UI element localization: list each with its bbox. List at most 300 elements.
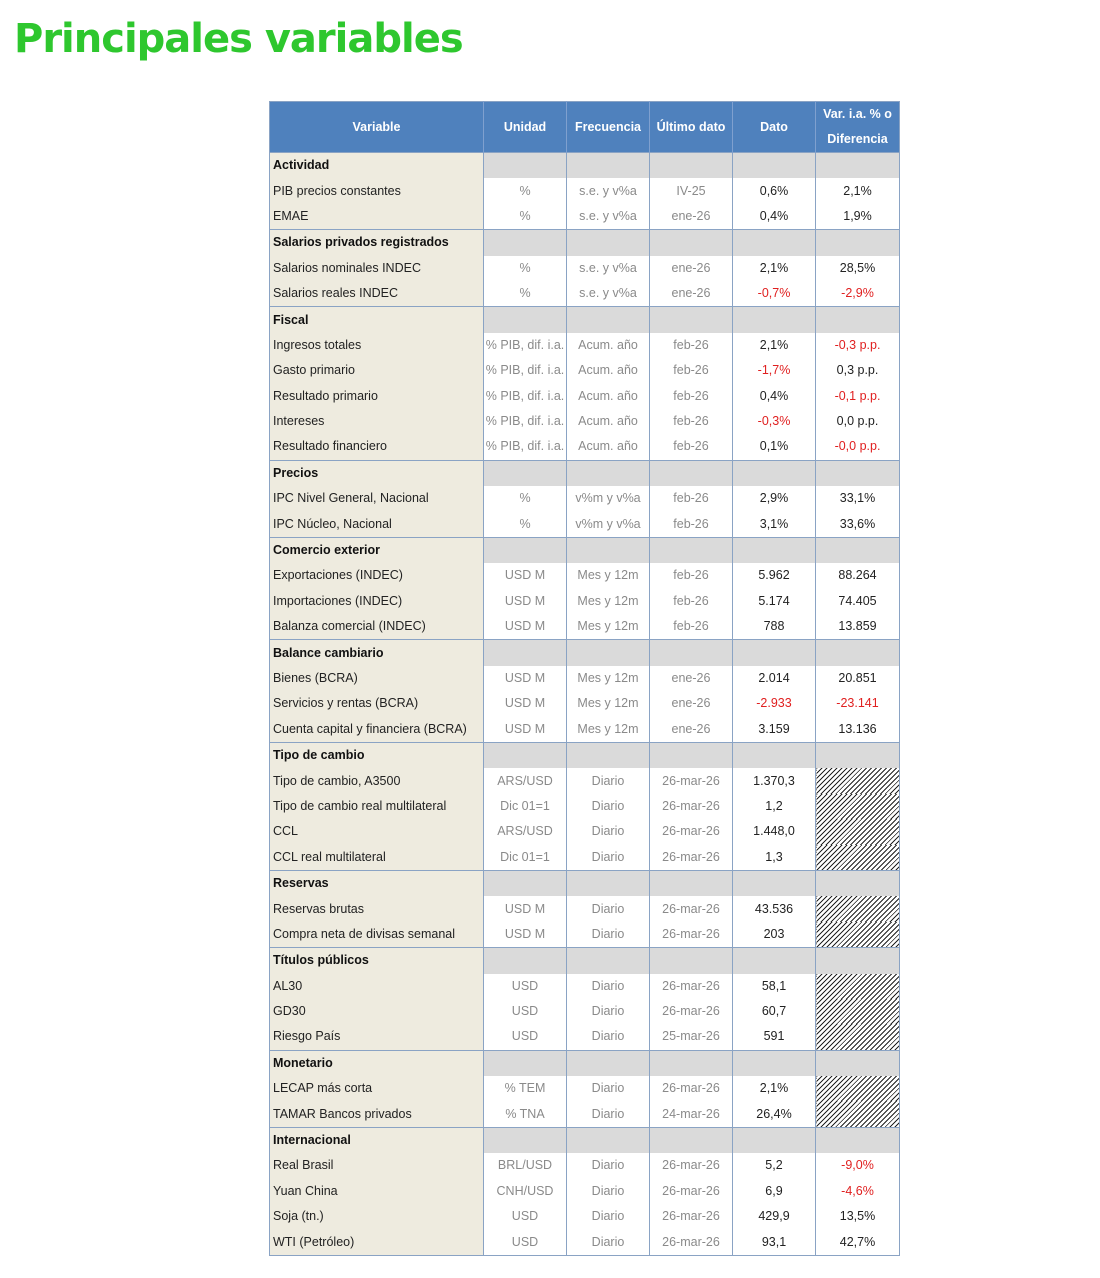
section-filler-cell bbox=[816, 870, 900, 896]
hatched-empty-cell bbox=[816, 999, 900, 1024]
section-filler-cell bbox=[733, 460, 816, 486]
section-filler-cell bbox=[567, 230, 650, 256]
table-row bbox=[270, 1076, 900, 1101]
variable-cell: EMAE bbox=[270, 204, 484, 230]
dato-cell: 3.159 bbox=[733, 717, 816, 743]
table-row bbox=[270, 691, 900, 716]
table-row bbox=[270, 281, 900, 307]
frecuencia-cell: v%m y v%a bbox=[567, 486, 650, 511]
section-filler-cell bbox=[816, 1050, 900, 1076]
section-filler-cell bbox=[650, 460, 733, 486]
ultimo-dato-cell: ene-26 bbox=[650, 691, 733, 716]
ultimo-dato-cell: ene-26 bbox=[650, 666, 733, 691]
frecuencia-cell: s.e. y v%a bbox=[567, 281, 650, 307]
section-filler-cell bbox=[567, 948, 650, 974]
table-row bbox=[270, 794, 900, 819]
frecuencia-cell: Acum. año bbox=[567, 434, 650, 460]
table-row bbox=[270, 1179, 900, 1204]
section-filler-cell bbox=[567, 153, 650, 179]
variable-cell: Soja (tn.) bbox=[270, 1204, 484, 1229]
table-row bbox=[270, 511, 900, 537]
hatched-empty-cell bbox=[816, 922, 900, 948]
section-row bbox=[270, 742, 900, 768]
section-filler-cell bbox=[567, 742, 650, 768]
header-var-ia bbox=[816, 102, 900, 153]
section-filler-cell bbox=[816, 230, 900, 256]
variable-cell: WTI (Petróleo) bbox=[270, 1229, 484, 1255]
section-filler-cell bbox=[733, 948, 816, 974]
ultimo-dato-cell: feb-26 bbox=[650, 409, 733, 434]
ultimo-dato-cell: 26-mar-26 bbox=[650, 768, 733, 793]
hatched-empty-cell bbox=[816, 819, 900, 844]
table-row bbox=[270, 845, 900, 871]
page-title: Principales variables bbox=[14, 16, 463, 62]
dato-cell: 203 bbox=[733, 922, 816, 948]
variacion-cell: 74.405 bbox=[816, 589, 900, 614]
table-row bbox=[270, 768, 900, 793]
table-row bbox=[270, 358, 900, 383]
unidad-cell: % PIB, dif. i.a. bbox=[484, 409, 567, 434]
table-row bbox=[270, 999, 900, 1024]
unidad-cell: USD M bbox=[484, 666, 567, 691]
ultimo-dato-cell: feb-26 bbox=[650, 384, 733, 409]
variacion-cell: -0,1 p.p. bbox=[816, 384, 900, 409]
ultimo-dato-cell: feb-26 bbox=[650, 434, 733, 460]
variacion-cell: 42,7% bbox=[816, 1229, 900, 1255]
section-filler-cell bbox=[567, 1127, 650, 1153]
ultimo-dato-cell: ene-26 bbox=[650, 281, 733, 307]
ultimo-dato-cell: feb-26 bbox=[650, 614, 733, 640]
section-filler-cell bbox=[650, 948, 733, 974]
section-filler-cell bbox=[650, 1127, 733, 1153]
unidad-cell: % PIB, dif. i.a. bbox=[484, 358, 567, 383]
frecuencia-cell: Acum. año bbox=[567, 333, 650, 358]
variacion-cell: -4,6% bbox=[816, 1179, 900, 1204]
frecuencia-cell: Diario bbox=[567, 999, 650, 1024]
section-filler-cell bbox=[484, 742, 567, 768]
section-filler-cell bbox=[733, 153, 816, 179]
section-title: Títulos públicos bbox=[270, 948, 484, 974]
dato-cell: 0,1% bbox=[733, 434, 816, 460]
section-filler-cell bbox=[484, 870, 567, 896]
unidad-cell: USD bbox=[484, 1204, 567, 1229]
dato-cell: 2.014 bbox=[733, 666, 816, 691]
variacion-cell: 13.859 bbox=[816, 614, 900, 640]
section-filler-cell bbox=[650, 537, 733, 563]
frecuencia-cell: s.e. y v%a bbox=[567, 256, 650, 281]
frecuencia-cell: s.e. y v%a bbox=[567, 204, 650, 230]
dato-cell: 6,9 bbox=[733, 1179, 816, 1204]
hatched-empty-cell bbox=[816, 1101, 900, 1127]
section-row bbox=[270, 537, 900, 563]
table-row bbox=[270, 589, 900, 614]
section-filler-cell bbox=[816, 1127, 900, 1153]
section-filler-cell bbox=[816, 307, 900, 333]
dato-cell: -0,3% bbox=[733, 409, 816, 434]
unidad-cell: % bbox=[484, 486, 567, 511]
section-filler-cell bbox=[484, 230, 567, 256]
section-filler-cell bbox=[567, 537, 650, 563]
table-row bbox=[270, 256, 900, 281]
dato-cell: 1.370,3 bbox=[733, 768, 816, 793]
variacion-cell: 33,1% bbox=[816, 486, 900, 511]
ultimo-dato-cell: 24-mar-26 bbox=[650, 1101, 733, 1127]
header-unidad: Unidad bbox=[484, 102, 567, 153]
section-filler-cell bbox=[567, 870, 650, 896]
table-row bbox=[270, 1204, 900, 1229]
hatched-empty-cell bbox=[816, 845, 900, 871]
section-row bbox=[270, 640, 900, 666]
variable-cell: Real Brasil bbox=[270, 1153, 484, 1178]
section-filler-cell bbox=[816, 460, 900, 486]
variacion-cell: 33,6% bbox=[816, 511, 900, 537]
table-row bbox=[270, 1153, 900, 1178]
section-filler-cell bbox=[816, 537, 900, 563]
variable-cell: Riesgo País bbox=[270, 1024, 484, 1050]
frecuencia-cell: Mes y 12m bbox=[567, 563, 650, 588]
frecuencia-cell: Acum. año bbox=[567, 409, 650, 434]
unidad-cell: % bbox=[484, 256, 567, 281]
frecuencia-cell: Mes y 12m bbox=[567, 717, 650, 743]
dato-cell: -2.933 bbox=[733, 691, 816, 716]
section-title: Precios bbox=[270, 460, 484, 486]
section-filler-cell bbox=[650, 1050, 733, 1076]
section-filler-cell bbox=[733, 870, 816, 896]
frecuencia-cell: v%m y v%a bbox=[567, 511, 650, 537]
unidad-cell: % bbox=[484, 511, 567, 537]
variable-cell: LECAP más corta bbox=[270, 1076, 484, 1101]
variable-cell: GD30 bbox=[270, 999, 484, 1024]
dato-cell: 788 bbox=[733, 614, 816, 640]
section-filler-cell bbox=[484, 640, 567, 666]
variacion-cell: 2,1% bbox=[816, 178, 900, 203]
frecuencia-cell: Diario bbox=[567, 845, 650, 871]
section-row bbox=[270, 1127, 900, 1153]
variable-cell: Ingresos totales bbox=[270, 333, 484, 358]
section-filler-cell bbox=[733, 1127, 816, 1153]
variacion-cell: 28,5% bbox=[816, 256, 900, 281]
section-filler-cell bbox=[733, 307, 816, 333]
dato-cell: 429,9 bbox=[733, 1204, 816, 1229]
header-var-ia-line1: Var. i.a. % o bbox=[823, 107, 892, 121]
variable-cell: Compra neta de divisas semanal bbox=[270, 922, 484, 948]
section-title: Actividad bbox=[270, 153, 484, 179]
ultimo-dato-cell: 26-mar-26 bbox=[650, 896, 733, 921]
section-filler-cell bbox=[484, 537, 567, 563]
hatched-empty-cell bbox=[816, 768, 900, 793]
table-row bbox=[270, 1024, 900, 1050]
section-filler-cell bbox=[650, 742, 733, 768]
variable-cell: Resultado financiero bbox=[270, 434, 484, 460]
section-row bbox=[270, 153, 900, 179]
frecuencia-cell: Diario bbox=[567, 1229, 650, 1255]
ultimo-dato-cell: 25-mar-26 bbox=[650, 1024, 733, 1050]
table-row bbox=[270, 1101, 900, 1127]
frecuencia-cell: Mes y 12m bbox=[567, 614, 650, 640]
section-filler-cell bbox=[484, 1127, 567, 1153]
variacion-cell: 13,5% bbox=[816, 1204, 900, 1229]
dato-cell: 93,1 bbox=[733, 1229, 816, 1255]
table-row bbox=[270, 666, 900, 691]
dato-cell: 5,2 bbox=[733, 1153, 816, 1178]
variable-cell: Reservas brutas bbox=[270, 896, 484, 921]
ultimo-dato-cell: 26-mar-26 bbox=[650, 1204, 733, 1229]
section-filler-cell bbox=[733, 230, 816, 256]
variacion-cell: -9,0% bbox=[816, 1153, 900, 1178]
variable-cell: Servicios y rentas (BCRA) bbox=[270, 691, 484, 716]
section-filler-cell bbox=[567, 307, 650, 333]
ultimo-dato-cell: feb-26 bbox=[650, 486, 733, 511]
frecuencia-cell: Acum. año bbox=[567, 384, 650, 409]
section-filler-cell bbox=[567, 1050, 650, 1076]
hatched-empty-cell bbox=[816, 794, 900, 819]
dato-cell: 2,1% bbox=[733, 1076, 816, 1101]
unidad-cell: USD bbox=[484, 1229, 567, 1255]
header-ultimo-dato: Último dato bbox=[650, 102, 733, 153]
variable-cell: Tipo de cambio, A3500 bbox=[270, 768, 484, 793]
frecuencia-cell: Diario bbox=[567, 922, 650, 948]
section-title: Comercio exterior bbox=[270, 537, 484, 563]
variable-cell: Balanza comercial (INDEC) bbox=[270, 614, 484, 640]
ultimo-dato-cell: feb-26 bbox=[650, 333, 733, 358]
section-filler-cell bbox=[733, 640, 816, 666]
variable-cell: IPC Nivel General, Nacional bbox=[270, 486, 484, 511]
section-row bbox=[270, 460, 900, 486]
variable-cell: CCL bbox=[270, 819, 484, 844]
ultimo-dato-cell: 26-mar-26 bbox=[650, 1153, 733, 1178]
variable-cell: Salarios reales INDEC bbox=[270, 281, 484, 307]
variable-cell: IPC Núcleo, Nacional bbox=[270, 511, 484, 537]
ultimo-dato-cell: ene-26 bbox=[650, 204, 733, 230]
table-row bbox=[270, 819, 900, 844]
hatched-empty-cell bbox=[816, 974, 900, 999]
unidad-cell: Dic 01=1 bbox=[484, 845, 567, 871]
variacion-cell: 0,3 p.p. bbox=[816, 358, 900, 383]
table-row bbox=[270, 563, 900, 588]
section-filler-cell bbox=[650, 870, 733, 896]
unidad-cell: % TNA bbox=[484, 1101, 567, 1127]
frecuencia-cell: Mes y 12m bbox=[567, 589, 650, 614]
unidad-cell: USD M bbox=[484, 589, 567, 614]
hatched-empty-cell bbox=[816, 1076, 900, 1101]
unidad-cell: USD M bbox=[484, 614, 567, 640]
dato-cell: 58,1 bbox=[733, 974, 816, 999]
variable-cell: TAMAR Bancos privados bbox=[270, 1101, 484, 1127]
dato-cell: 1,3 bbox=[733, 845, 816, 871]
variacion-cell: -0,3 p.p. bbox=[816, 333, 900, 358]
variable-cell: Bienes (BCRA) bbox=[270, 666, 484, 691]
dato-cell: 2,1% bbox=[733, 333, 816, 358]
dato-cell: 0,4% bbox=[733, 204, 816, 230]
table-row bbox=[270, 204, 900, 230]
unidad-cell: % PIB, dif. i.a. bbox=[484, 384, 567, 409]
ultimo-dato-cell: 26-mar-26 bbox=[650, 794, 733, 819]
section-filler-cell bbox=[484, 1050, 567, 1076]
dato-cell: 1.448,0 bbox=[733, 819, 816, 844]
section-filler-cell bbox=[816, 948, 900, 974]
dato-cell: 591 bbox=[733, 1024, 816, 1050]
variacion-cell: -23.141 bbox=[816, 691, 900, 716]
ultimo-dato-cell: ene-26 bbox=[650, 717, 733, 743]
variacion-cell: 20.851 bbox=[816, 666, 900, 691]
section-filler-cell bbox=[650, 640, 733, 666]
section-row bbox=[270, 307, 900, 333]
unidad-cell: USD bbox=[484, 1024, 567, 1050]
dato-cell: 26,4% bbox=[733, 1101, 816, 1127]
dato-cell: -0,7% bbox=[733, 281, 816, 307]
table-body bbox=[270, 153, 900, 1256]
dato-cell: 2,1% bbox=[733, 256, 816, 281]
table-row bbox=[270, 974, 900, 999]
frecuencia-cell: Diario bbox=[567, 1024, 650, 1050]
frecuencia-cell: Diario bbox=[567, 896, 650, 921]
frecuencia-cell: Acum. año bbox=[567, 358, 650, 383]
ultimo-dato-cell: IV-25 bbox=[650, 178, 733, 203]
section-title: Salarios privados registrados bbox=[270, 230, 484, 256]
ultimo-dato-cell: ene-26 bbox=[650, 256, 733, 281]
unidad-cell: USD M bbox=[484, 691, 567, 716]
unidad-cell: USD M bbox=[484, 563, 567, 588]
hatched-empty-cell bbox=[816, 1024, 900, 1050]
table-row bbox=[270, 434, 900, 460]
unidad-cell: USD M bbox=[484, 896, 567, 921]
ultimo-dato-cell: 26-mar-26 bbox=[650, 845, 733, 871]
frecuencia-cell: Mes y 12m bbox=[567, 666, 650, 691]
section-filler-cell bbox=[650, 230, 733, 256]
section-filler-cell bbox=[567, 460, 650, 486]
section-row bbox=[270, 230, 900, 256]
frecuencia-cell: Diario bbox=[567, 1179, 650, 1204]
frecuencia-cell: Diario bbox=[567, 1153, 650, 1178]
variacion-cell: 1,9% bbox=[816, 204, 900, 230]
table-row bbox=[270, 717, 900, 743]
table-row bbox=[270, 384, 900, 409]
section-filler-cell bbox=[816, 742, 900, 768]
section-title: Reservas bbox=[270, 870, 484, 896]
ultimo-dato-cell: 26-mar-26 bbox=[650, 922, 733, 948]
variable-cell: Resultado primario bbox=[270, 384, 484, 409]
dato-cell: 0,6% bbox=[733, 178, 816, 203]
section-filler-cell bbox=[484, 307, 567, 333]
variable-cell: Salarios nominales INDEC bbox=[270, 256, 484, 281]
ultimo-dato-cell: feb-26 bbox=[650, 511, 733, 537]
table-row bbox=[270, 333, 900, 358]
ultimo-dato-cell: 26-mar-26 bbox=[650, 1229, 733, 1255]
unidad-cell: % TEM bbox=[484, 1076, 567, 1101]
frecuencia-cell: Diario bbox=[567, 974, 650, 999]
ultimo-dato-cell: feb-26 bbox=[650, 589, 733, 614]
frecuencia-cell: Diario bbox=[567, 1101, 650, 1127]
header-var-ia-line2: Diferencia bbox=[827, 132, 888, 146]
table-row bbox=[270, 896, 900, 921]
unidad-cell: % PIB, dif. i.a. bbox=[484, 434, 567, 460]
ultimo-dato-cell: 26-mar-26 bbox=[650, 1076, 733, 1101]
section-filler-cell bbox=[484, 153, 567, 179]
frecuencia-cell: Diario bbox=[567, 794, 650, 819]
section-filler-cell bbox=[567, 640, 650, 666]
variables-table bbox=[269, 101, 900, 1256]
section-filler-cell bbox=[650, 307, 733, 333]
section-title: Balance cambiario bbox=[270, 640, 484, 666]
unidad-cell: ARS/USD bbox=[484, 768, 567, 793]
unidad-cell: % bbox=[484, 281, 567, 307]
variable-cell: Gasto primario bbox=[270, 358, 484, 383]
section-filler-cell bbox=[650, 153, 733, 179]
variable-cell: AL30 bbox=[270, 974, 484, 999]
section-title: Fiscal bbox=[270, 307, 484, 333]
section-title: Tipo de cambio bbox=[270, 742, 484, 768]
ultimo-dato-cell: 26-mar-26 bbox=[650, 999, 733, 1024]
unidad-cell: USD M bbox=[484, 922, 567, 948]
dato-cell: 43.536 bbox=[733, 896, 816, 921]
dato-cell: -1,7% bbox=[733, 358, 816, 383]
variacion-cell: 88.264 bbox=[816, 563, 900, 588]
variacion-cell: -0,0 p.p. bbox=[816, 434, 900, 460]
hatched-empty-cell bbox=[816, 896, 900, 921]
unidad-cell: % bbox=[484, 178, 567, 203]
dato-cell: 1,2 bbox=[733, 794, 816, 819]
variable-cell: Tipo de cambio real multilateral bbox=[270, 794, 484, 819]
section-filler-cell bbox=[816, 640, 900, 666]
section-row bbox=[270, 870, 900, 896]
unidad-cell: BRL/USD bbox=[484, 1153, 567, 1178]
header-variable: Variable bbox=[270, 102, 484, 153]
variable-cell: Yuan China bbox=[270, 1179, 484, 1204]
unidad-cell: USD M bbox=[484, 717, 567, 743]
section-row bbox=[270, 1050, 900, 1076]
section-title: Monetario bbox=[270, 1050, 484, 1076]
dato-cell: 5.962 bbox=[733, 563, 816, 588]
section-filler-cell bbox=[816, 153, 900, 179]
ultimo-dato-cell: feb-26 bbox=[650, 358, 733, 383]
ultimo-dato-cell: 26-mar-26 bbox=[650, 974, 733, 999]
unidad-cell: % bbox=[484, 204, 567, 230]
frecuencia-cell: Mes y 12m bbox=[567, 691, 650, 716]
unidad-cell: % PIB, dif. i.a. bbox=[484, 333, 567, 358]
table-row bbox=[270, 1229, 900, 1255]
variable-cell: PIB precios constantes bbox=[270, 178, 484, 203]
section-filler-cell bbox=[484, 460, 567, 486]
section-filler-cell bbox=[733, 537, 816, 563]
section-title: Internacional bbox=[270, 1127, 484, 1153]
dato-cell: 0,4% bbox=[733, 384, 816, 409]
frecuencia-cell: s.e. y v%a bbox=[567, 178, 650, 203]
table-row bbox=[270, 178, 900, 203]
unidad-cell: Dic 01=1 bbox=[484, 794, 567, 819]
variacion-cell: 0,0 p.p. bbox=[816, 409, 900, 434]
section-row bbox=[270, 948, 900, 974]
table-row bbox=[270, 486, 900, 511]
unidad-cell: USD bbox=[484, 999, 567, 1024]
frecuencia-cell: Diario bbox=[567, 1076, 650, 1101]
table-row bbox=[270, 614, 900, 640]
variable-cell: Importaciones (INDEC) bbox=[270, 589, 484, 614]
variacion-cell: -2,9% bbox=[816, 281, 900, 307]
variable-cell: Cuenta capital y financiera (BCRA) bbox=[270, 717, 484, 743]
ultimo-dato-cell: 26-mar-26 bbox=[650, 819, 733, 844]
table-header-row bbox=[270, 102, 900, 153]
frecuencia-cell: Diario bbox=[567, 1204, 650, 1229]
section-filler-cell bbox=[484, 948, 567, 974]
unidad-cell: USD bbox=[484, 974, 567, 999]
ultimo-dato-cell: feb-26 bbox=[650, 563, 733, 588]
table-row bbox=[270, 922, 900, 948]
ultimo-dato-cell: 26-mar-26 bbox=[650, 1179, 733, 1204]
dato-cell: 2,9% bbox=[733, 486, 816, 511]
section-filler-cell bbox=[733, 742, 816, 768]
frecuencia-cell: Diario bbox=[567, 768, 650, 793]
table-row bbox=[270, 409, 900, 434]
